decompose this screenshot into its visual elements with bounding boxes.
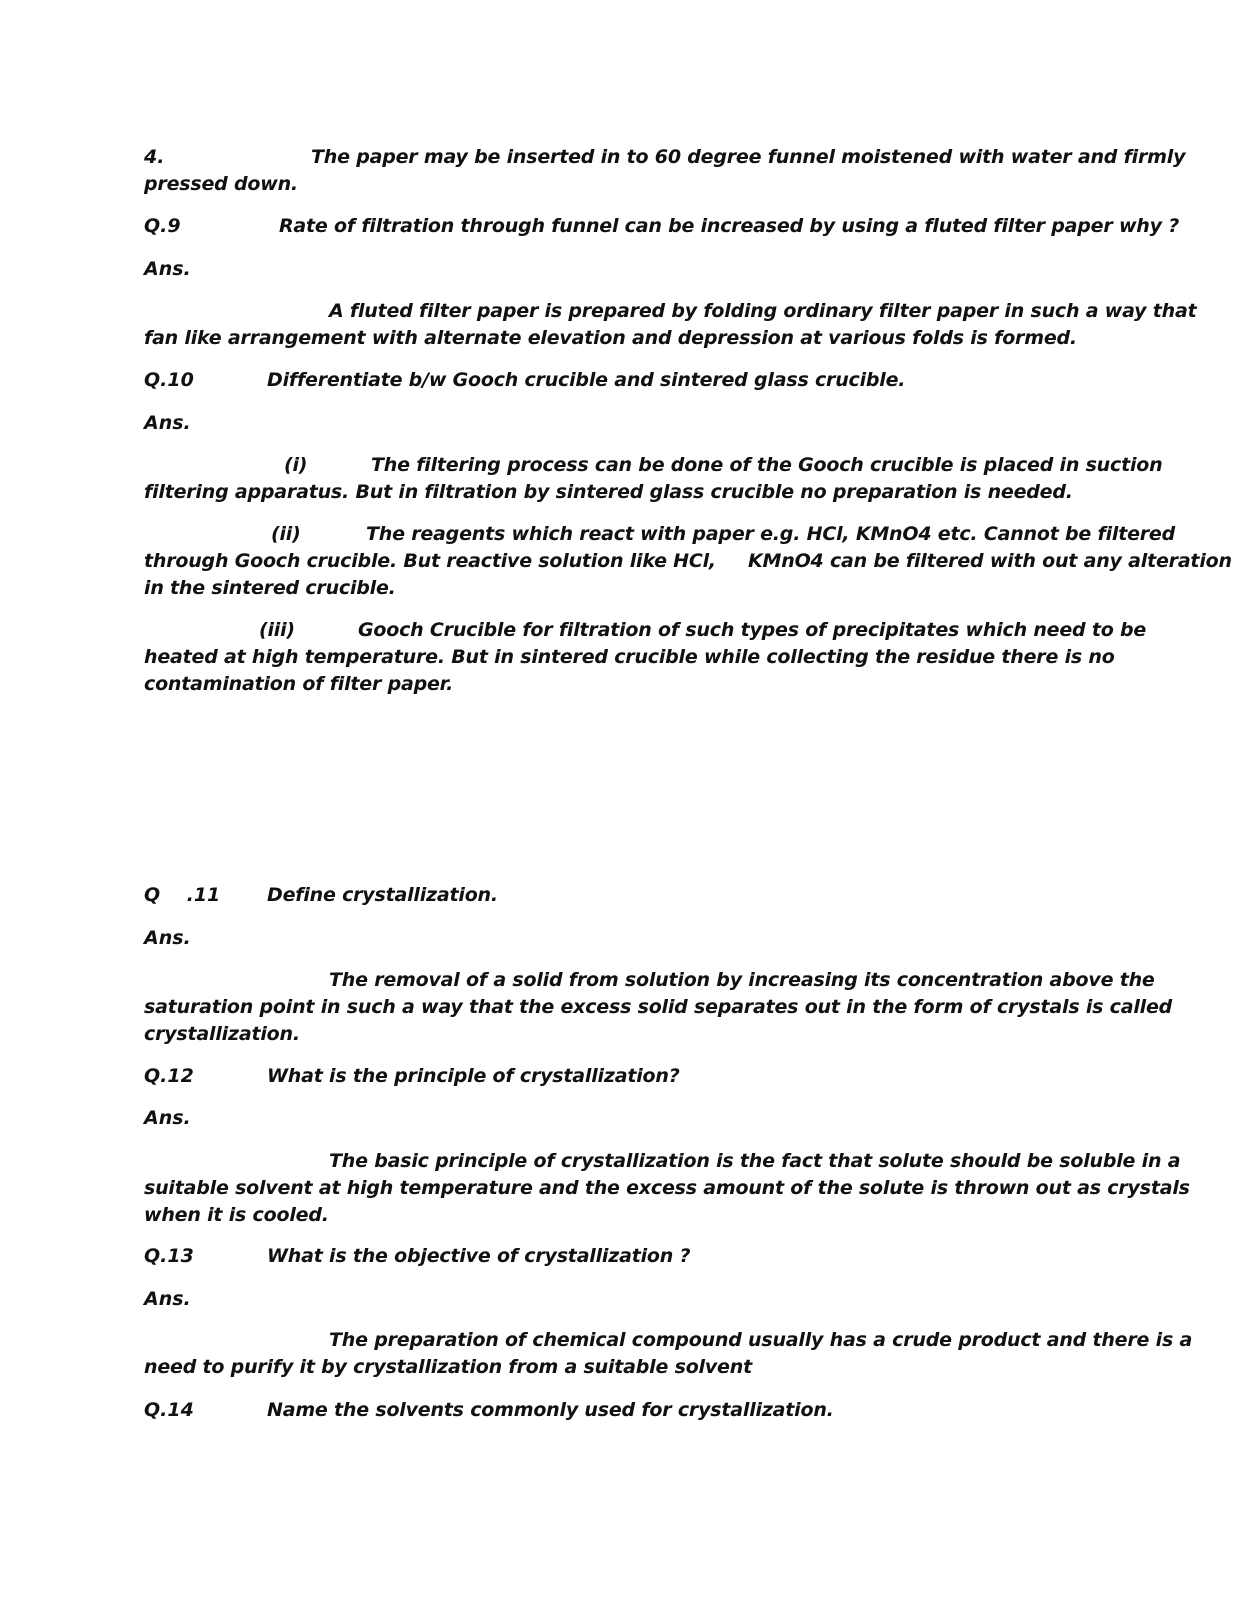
- point-continuation: contamination of filter paper.: [144, 673, 454, 695]
- answer-continuation: suitable solvent at high temperature and the excess amount of the solute is thrown out as crystals: [144, 1177, 1190, 1199]
- point-text: The filtering process can be done of the Gooch crucible is placed in suction: [371, 454, 1163, 476]
- question-number: Q.12: [144, 1065, 194, 1087]
- question-number: Q.14: [144, 1399, 194, 1421]
- question-number: Q.13: [144, 1245, 194, 1267]
- answer-label: Ans.: [144, 927, 191, 949]
- answer-label: Ans.: [144, 1107, 191, 1129]
- point-text: The reagents which react with paper e.g. HCl, KMnO4 etc. Cannot be filtered: [366, 523, 1176, 545]
- question-number: Q .11: [144, 884, 221, 906]
- answer-label: Ans.: [144, 412, 191, 434]
- answer-continuation: saturation point in such a way that the excess solid separates out in the form of crystals is called: [144, 996, 1173, 1018]
- item-number: 4.: [144, 146, 165, 168]
- question-number: Q.10: [144, 369, 194, 391]
- item-4-continuation: pressed down.: [144, 173, 298, 195]
- answer-continuation: fan like arrangement with alternate elevation and depression at various folds is formed.: [144, 327, 1077, 349]
- question-number: Q.9: [144, 215, 181, 237]
- question-text: What is the objective of crystallization ?: [267, 1245, 691, 1267]
- point-continuation: in the sintered crucible.: [144, 577, 396, 599]
- question-text: What is the principle of crystallization?: [267, 1065, 680, 1087]
- answer-label: Ans.: [144, 258, 191, 280]
- question-text: Define crystallization.: [267, 884, 498, 906]
- item-4-text: The paper may be inserted in to 60 degree funnel moistened with water and firmly: [311, 146, 1186, 168]
- answer-text: The removal of a solid from solution by increasing its concentration above the: [329, 969, 1155, 991]
- point-continuation: through Gooch crucible. But reactive solution like HCl, KMnO4 can be filtered with out any alteration: [144, 550, 1232, 572]
- answer-continuation: need to purify it by crystallization from a suitable solvent: [144, 1356, 752, 1378]
- point-text: Gooch Crucible for filtration of such types of precipitates which need to be: [358, 619, 1147, 641]
- point-number: (ii): [271, 523, 301, 545]
- point-continuation: heated at high temperature. But in sintered crucible while collecting the residue there is no: [144, 646, 1115, 668]
- answer-text: The basic principle of crystallization is the fact that solute should be soluble in a: [329, 1150, 1181, 1172]
- question-text: Differentiate b/w Gooch crucible and sintered glass crucible.: [267, 369, 906, 391]
- point-number: (i): [284, 454, 308, 476]
- question-text: Rate of filtration through funnel can be increased by using a fluted filter paper why ?: [279, 215, 1180, 237]
- answer-continuation: crystallization.: [144, 1023, 300, 1045]
- answer-continuation: when it is cooled.: [144, 1204, 329, 1226]
- point-number: (iii): [259, 619, 295, 641]
- answer-text: The preparation of chemical compound usually has a crude product and there is a: [329, 1329, 1193, 1351]
- answer-text: A fluted filter paper is prepared by folding ordinary filter paper in such a way that: [329, 300, 1197, 322]
- point-continuation: filtering apparatus. But in filtration by sintered glass crucible no preparation is needed.: [144, 481, 1073, 503]
- question-text: Name the solvents commonly used for crystallization.: [267, 1399, 834, 1421]
- answer-label: Ans.: [144, 1288, 191, 1310]
